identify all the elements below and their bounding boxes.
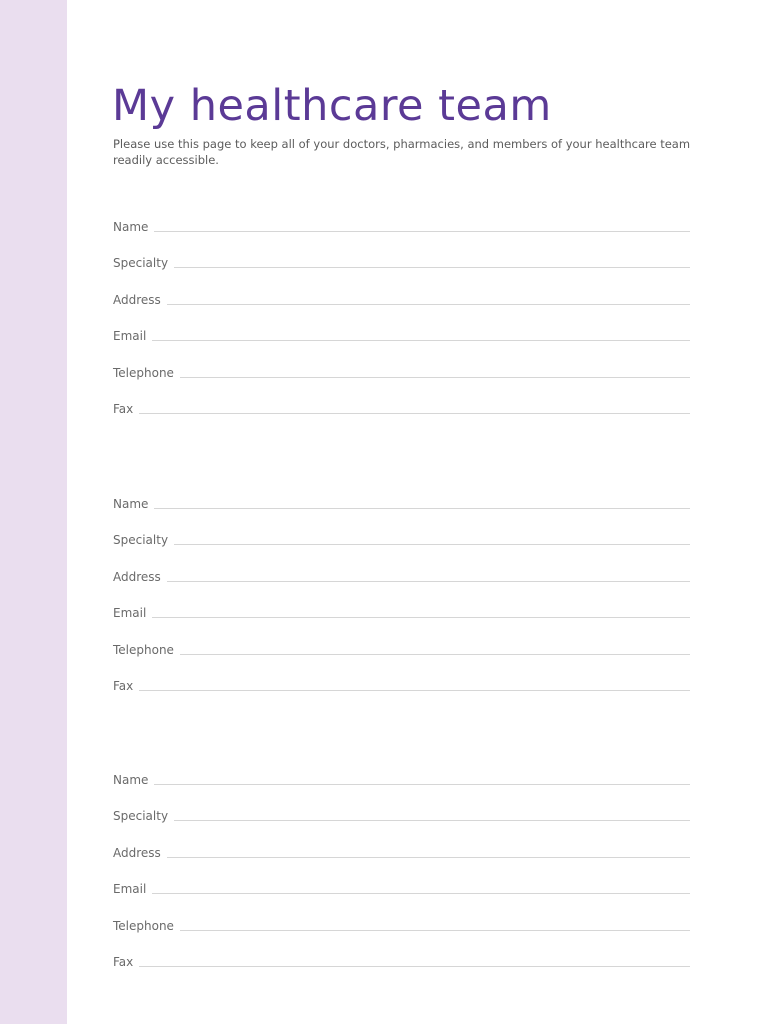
address-fill-line[interactable]	[167, 304, 690, 305]
contact-section-1	[113, 212, 690, 416]
field-label-fax: Fax	[113, 954, 134, 969]
side-band	[0, 0, 67, 1024]
field-label-name: Name	[113, 220, 149, 234]
telephone-fill-line[interactable]	[180, 930, 690, 931]
telephone-fill-line[interactable]	[180, 377, 690, 378]
contact-section-3	[113, 765, 690, 969]
specialty-fill-line[interactable]	[174, 820, 690, 821]
field-email	[113, 874, 690, 896]
field-label-address: Address	[113, 569, 161, 584]
address-fill-line[interactable]	[167, 581, 690, 582]
field-label-address: Address	[113, 292, 161, 307]
field-label-specialty: Specialty	[113, 256, 169, 271]
field-fax	[113, 671, 690, 693]
field-label-telephone: Telephone	[113, 365, 174, 380]
field-label-address: Address	[113, 845, 161, 860]
name-fill-line[interactable]	[154, 508, 690, 509]
fax-fill-line[interactable]	[139, 690, 690, 691]
page-title: My healthcare team	[112, 81, 552, 131]
name-fill-line[interactable]	[154, 784, 690, 785]
field-label-email: Email	[113, 329, 147, 344]
fax-fill-line[interactable]	[139, 413, 690, 414]
field-telephone	[113, 635, 690, 657]
field-telephone	[113, 911, 690, 933]
field-specialty	[113, 525, 690, 547]
intro-text: Please use this page to keep all of your doctors, pharmacies, and members of your healthcare team readily accessible.	[113, 137, 691, 167]
field-label-specialty: Specialty	[113, 809, 169, 824]
field-label-email: Email	[113, 606, 147, 621]
field-address	[113, 838, 690, 860]
telephone-fill-line[interactable]	[180, 654, 690, 655]
field-label-telephone: Telephone	[113, 642, 174, 657]
field-address	[113, 285, 690, 307]
email-fill-line[interactable]	[152, 617, 690, 618]
field-label-fax: Fax	[113, 678, 134, 693]
email-fill-line[interactable]	[152, 893, 690, 894]
fax-fill-line[interactable]	[139, 966, 690, 967]
field-fax	[113, 947, 690, 969]
field-label-name: Name	[113, 497, 149, 511]
field-name	[113, 765, 690, 787]
field-name	[113, 489, 690, 511]
email-fill-line[interactable]	[152, 340, 690, 341]
field-label-email: Email	[113, 882, 147, 897]
field-telephone	[113, 358, 690, 380]
field-email	[113, 321, 690, 343]
field-specialty	[113, 801, 690, 823]
specialty-fill-line[interactable]	[174, 544, 690, 545]
field-specialty	[113, 248, 690, 270]
field-label-telephone: Telephone	[113, 918, 174, 933]
field-name	[113, 212, 690, 234]
address-fill-line[interactable]	[167, 857, 690, 858]
field-label-name: Name	[113, 773, 149, 787]
contact-section-2	[113, 489, 690, 693]
field-label-fax: Fax	[113, 401, 134, 416]
field-label-specialty: Specialty	[113, 533, 169, 548]
field-fax	[113, 394, 690, 416]
name-fill-line[interactable]	[154, 231, 690, 232]
field-address	[113, 562, 690, 584]
field-email	[113, 598, 690, 620]
specialty-fill-line[interactable]	[174, 267, 690, 268]
